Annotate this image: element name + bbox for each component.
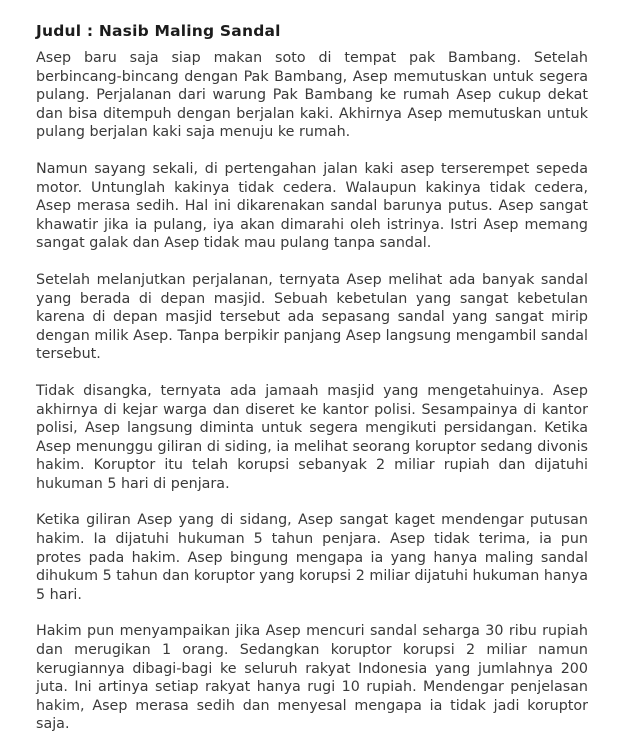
paragraph-3: Setelah melanjutkan perjalanan, ternyata Asep melihat ada banyak sandal yang berada di depan masjid. Sebuah kebetulan yang sangat kebetulan karena di depan masjid tersebut ada sepasang sandal yang sangat mirip dengan milik Asep. Tanpa berpikir panjang Asep langsung mengambil sandal tersebut. bbox=[36, 271, 588, 363]
paragraph-2: Namun sayang sekali, di pertengahan jalan kaki asep terserempet sepeda motor. Untunglah kakinya tidak cedera. Walaupun kakinya tidak cedera, Asep merasa sedih. Hal ini dikarenakan sandal barunya putus. Asep sangat khawatir jika ia pulang, iya akan dimarahi oleh istrinya. Istri Asep memang sangat galak dan Asep tidak mau pulang tanpa sandal. bbox=[36, 160, 588, 252]
paragraph-6: Hakim pun menyampaikan jika Asep mencuri sandal seharga 30 ribu rupiah dan merugikan 1 orang. Sedangkan koruptor korupsi 2 miliar namun kerugiannya dibagi-bagi ke seluruh rakyat Indonesia yang jumlahnya 200 juta. Ini artinya setiap rakyat hanya rugi 10 rupiah. Mendengar penjelasan hakim, Asep merasa sedih dan menyesal mengapa ia tidak jadi koruptor saja. bbox=[36, 623, 588, 733]
document-title: Judul : Nasib Maling Sandal bbox=[36, 22, 281, 40]
paragraph-5: Ketika giliran Asep yang di sidang, Asep sangat kaget mendengar putusan hakim. Ia dijatuhi hukuman 5 tahun penjara. Asep tidak terima, ia pun protes pada hakim. Asep bingung mengapa ia yang hanya maling sandal dihukum 5 tahun dan koruptor yang korupsi 2 miliar dijatuhi hukuman hanya 5 hari. bbox=[36, 512, 588, 603]
paragraph-4: Tidak disangka, ternyata ada jamaah masjid yang mengetahuinya. Asep akhirnya di kejar warga dan diseret ke kantor polisi. Sesampainya di kantor polisi, Asep langsung diminta untuk segera mengikuti persidangan. Ketika Asep menunggu giliran di siding, ia melihat seorang koruptor sedang divonis hakim. Koruptor itu telah korupsi sebanyak 2 miliar rupiah dan dijatuhi hukuman 5 hari di penjara. bbox=[36, 382, 588, 492]
paragraph-1: Asep baru saja siap makan soto di tempat pak Bambang. Setelah berbincang-bincang dengan Pak Bambang, Asep memutuskan untuk segera pulang. Perjalanan dari warung Pak Bambang ke rumah Asep cukup dekat dan bisa ditempuh dengan berjalan kaki. Akhirnya Asep memutuskan untuk pulang berjalan kaki saja menuju ke rumah. bbox=[36, 50, 588, 141]
